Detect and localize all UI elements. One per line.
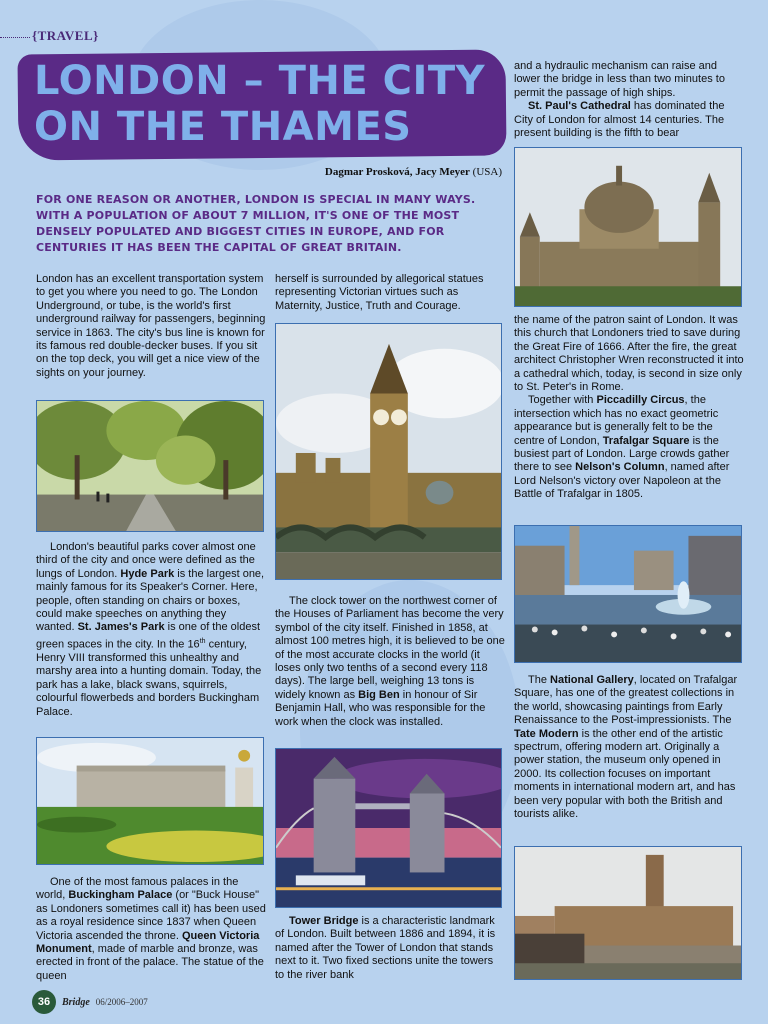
superscript: th [199, 637, 206, 645]
text-run: London's beautiful parks cover almost one third of the city and once were defined as the lungs of London. [36, 541, 256, 580]
section-label: {TRAVEL} [32, 28, 99, 43]
text-run: One of the most famous palaces in the world, [36, 876, 239, 902]
paragraph-tower-bridge [275, 915, 505, 982]
paragraph-big-ben [275, 595, 505, 729]
text-run: , made of marble and bronze, was erected in front of the palace. The statue of the queen [36, 943, 264, 982]
paragraph-galleries [514, 674, 744, 821]
text-run: has dominated the City of London for almost 14 centuries. The present building is the fifth to bear [514, 100, 725, 140]
column-3-top [514, 60, 744, 140]
column-2-middle [275, 595, 505, 729]
column-1-bottom [36, 876, 266, 983]
bold-queen-victoria-monument: Queen Victoria Monument [36, 929, 260, 956]
column-3-lower [514, 674, 744, 821]
photo-tate-modern [514, 846, 742, 980]
photo-trafalgar-square [514, 525, 742, 663]
bold-piccadilly-circus: Piccadilly Circus [596, 394, 685, 407]
paragraph-transport: London has an excellent transportation system to get you where you need to go. The London Underground, or tube, is the world's first underground railway for passengers, beginning service in 1863. The city's bus line is known for its famous red double-decker buses. If you sit on the top deck, you will get a nice view of the sights on your journey. [36, 273, 266, 379]
paragraph-st-pauls [514, 100, 744, 140]
text-run: in honour of Sir Benjamin Hall, who was responsible for the work when the clock was installed. [275, 688, 486, 728]
column-1-top [36, 273, 266, 380]
photo-st-pauls-cathedral [514, 147, 742, 307]
article-title: LONDON – THE CITY ON THE THAMES [34, 58, 486, 150]
text-run: , the intersection which has no exact geometric appearance but is generally felt to be the centre of London, [514, 394, 719, 447]
page-footer [32, 990, 148, 1014]
bold-nelsons-column: Nelson's Column [575, 461, 665, 474]
text-run: , named after Lord Nelson's victory over Napoleon at the Battle of Trafalgar in 1805. [514, 461, 730, 501]
photo-big-ben [275, 323, 502, 580]
text-run: century, Henry VIII transformed this unhealthy and marshy area into a hunting domain. Today, the park has a lake, black swans, squirrels, colourful flowerbeds and borders Buckingham Palace. [36, 638, 262, 718]
magazine-name: Bridge [62, 996, 90, 1008]
author-note: (USA) [472, 166, 502, 178]
text-run: is a characteristic landmark of London. Built between 1886 and 1894, it is named after the Tower of London that stands next to it. Two fixed sections unite the towers to the river bank [275, 915, 496, 981]
paragraph-trafalgar [514, 394, 744, 501]
column-2-bottom [275, 915, 505, 982]
bold-st-james-park: St. James's Park [77, 621, 165, 634]
authors: Dagmar Prosková, Jacy Meyer [324, 166, 470, 178]
photo-tower-bridge [275, 748, 502, 908]
paragraph-parks [36, 541, 266, 719]
dotted-rule [0, 37, 30, 38]
bold-trafalgar-square: Trafalgar Square [602, 434, 690, 447]
page-number: 36 [32, 990, 56, 1014]
text-run: is the other end of the artistic spectrum, offering modern art. Originally a power station, the museum only opened in 2000. Its collection focuses on important moments in international modern art, and has been very popular with both the British and tourists alike. [514, 727, 736, 821]
text-run: Together with [528, 394, 597, 407]
bold-tower-bridge: Tower Bridge [289, 915, 359, 927]
bold-national-gallery: National Gallery [550, 674, 634, 686]
paragraph-st-pauls-history: the name of the patron saint of London. It was this church that Londoners tried to save during the Great Fire of 1666. After the fire, the great architect Christopher Wren reconstructed it into a cathedral which, today, is second in size only to St. Peter's in Rome. [514, 314, 744, 394]
paragraph-buckingham [36, 876, 266, 983]
text-run: (or "Buck House" as Londoners sometimes call it) has been used as a royal residence since 1837 when Queen Victoria ascended the throne. [36, 889, 266, 942]
issue-date: 06/2006–2007 [95, 997, 148, 1007]
bold-buckingham-palace: Buckingham Palace [68, 889, 173, 902]
photo-buckingham-palace [36, 737, 264, 865]
text-run: is the largest one, mainly famous for its Speaker's Corner. Here, people, often standing on chairs or boxes, could make speeches on anything they wanted. [36, 567, 265, 634]
text-run: is the busiest part of London. Large crowds gather there to see [514, 434, 730, 474]
bold-big-ben: Big Ben [358, 688, 400, 701]
byline [325, 166, 502, 178]
column-3-middle [514, 314, 744, 502]
text-run: , located on Trafalgar Square, has one of the greatest collections in the world, showcasing paintings from Early Renaissance to the Post-impressionists. The [514, 674, 738, 727]
bold-hyde-park: Hyde Park [120, 567, 175, 580]
photo-hyde-park [36, 400, 264, 532]
lead-paragraph: FOR ONE REASON OR ANOTHER, LONDON IS SPECIAL IN MANY WAYS. WITH A POPULATION OF ABOUT 7 MILLION, IT'S ONE OF THE MOST DENSELY POPULATED AND BIGGEST CITIES IN EUROPE, AND FOR CENTURIES IT HAS BEEN THE CAPITAL OF GREAT BRITAIN. [36, 193, 476, 254]
text-run: The [528, 674, 551, 686]
paragraph-victoria-statue: herself is surrounded by allegorical statues representing Victorian virtues such as Maternity, Justice, Truth and Courage. [275, 273, 484, 312]
text-run: The clock tower on the northwest corner of the Houses of Parliament has become the very symbol of the city itself. Finished in 1858, at almost 100 metres high, it is believed to be one of the most accurate clocks in the world (it loses only two tenths of a second every 118 days). The large bell, weighing 13 tons is widely known as [275, 595, 505, 701]
bold-st-pauls: St. Paul's Cathedral [528, 100, 631, 113]
section-tag [0, 28, 99, 48]
column-1-middle [36, 541, 266, 719]
column-2-top [275, 273, 505, 313]
bold-tate-modern: Tate Modern [514, 727, 579, 740]
paragraph-bridge-mechanism: and a hydraulic mechanism can raise and lower the bridge in less than two minutes to permit the passage of high ships. [514, 60, 725, 99]
text-run: is one of the oldest green spaces in the city. In the 16 [36, 621, 261, 651]
